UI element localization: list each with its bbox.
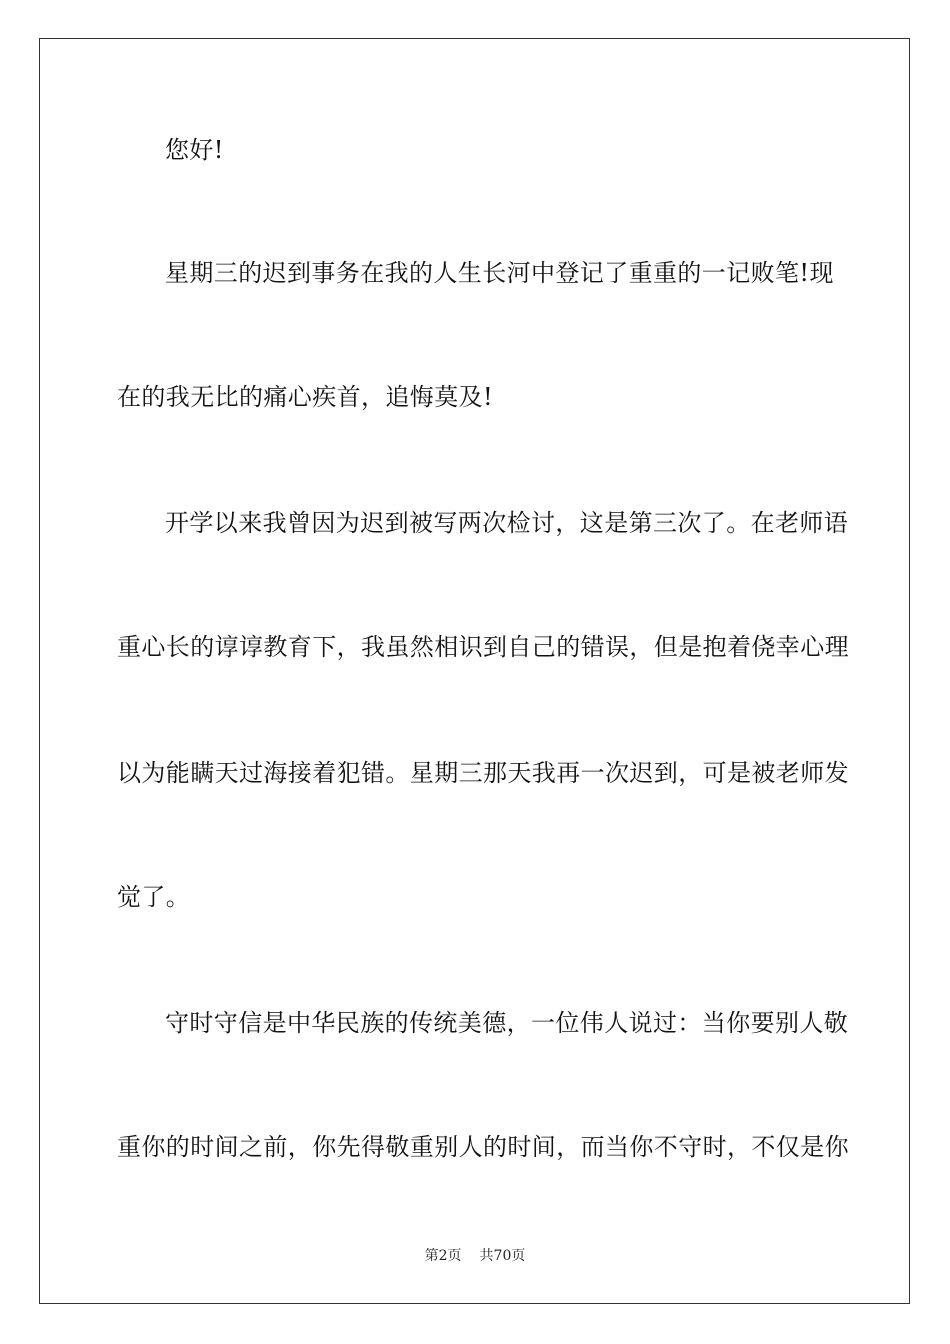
paragraph-1-line-1: 星期三的迟到事务在我的人生长河中登记了重重的一记败笔!现 bbox=[165, 259, 834, 287]
paragraph-3-line-2: 重你的时间之前，你先得敬重别人的时间，而当你不守时，不仅是你 bbox=[117, 1133, 849, 1161]
paragraph-2-line-3: 以为能瞒天过海接着犯错。星期三那天我再一次迟到，可是被老师发 bbox=[117, 759, 849, 787]
paragraph-2-line-1: 开学以来我曾因为迟到被写两次检讨，这是第三次了。在老师语 bbox=[165, 509, 849, 537]
page-footer bbox=[0, 1246, 950, 1266]
paragraph-3-line-1: 守时守信是中华民族的传统美德，一位伟人说过：当你要别人敬 bbox=[165, 1009, 849, 1037]
paragraph-2-line-4: 觉了。 bbox=[117, 883, 191, 911]
greeting-line: 您好! bbox=[165, 136, 224, 164]
page-total: 共70页 bbox=[479, 1248, 526, 1264]
page-number: 第2页 bbox=[424, 1248, 462, 1264]
paragraph-1-line-2: 在的我无比的痛心疾首，追悔莫及! bbox=[117, 383, 494, 411]
page-border bbox=[39, 38, 910, 1304]
paragraph-2-line-2: 重心长的谆谆教育下，我虽然相识到自己的错误，但是抱着侥幸心理 bbox=[117, 633, 849, 661]
